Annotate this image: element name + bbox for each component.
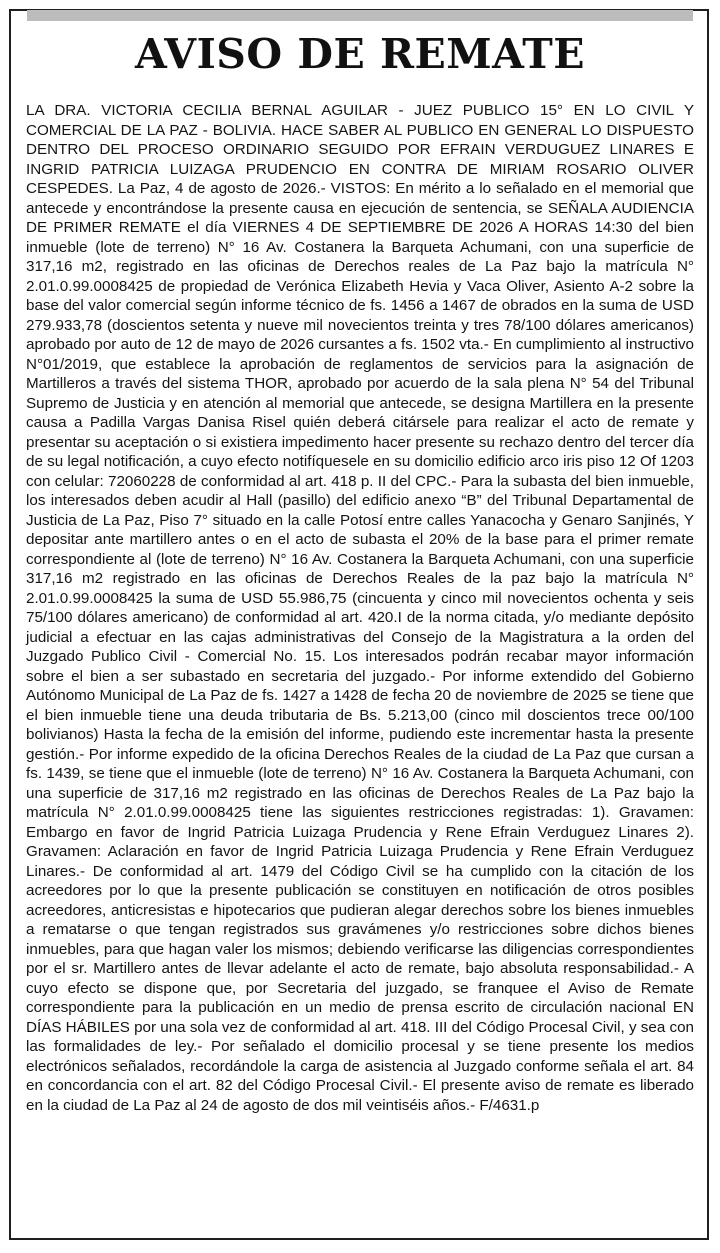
notice-body: LA DRA. VICTORIA CECILIA BERNAL AGUILAR - JUEZ PUBLICO 15° EN LO CIVIL Y COMERCIAL DE LA PAZ - BOLIVIA. HACE SABER AL PUBLICO EN GENERAL LO DISPUESTO DENTRO DEL PROCESO ORDINARIO SEGUIDO POR EFRAIN VERDUGUEZ LINARES E INGRID PATRICIA LUIZAGA PRUDENCIO EN CONTRA DE MIRIAM ROSARIO OLIVER CESPEDES. La Paz, 4 de agosto de 2026.- VISTOS: En mérito a lo señalado en el memorial que antecede y encontrándose la presente causa en ejecución de sentencia, se SEÑALA AUDIENCIA DE PRIMER REMATE el día VIERNES 4 DE SEPTIEMBRE DE 2026 A HORAS 14:30 del bien inmueble (lote de terreno) N° 16 Av. Costanera la Barqueta Achumani, con una superficie de 317,16 m2, registrado en las oficinas de Derechos reales de La Paz bajo la matrícula N° 2.01.0.99.0008425 de propiedad de Verónica Elizabeth Hevia y Vaca Oliver, Asiento A-2 sobre la base del valor comercial según informe técnico de fs. 1456 a 1467 de obrados en la suma de USD 279.933,78 (doscientos setenta y nueve mil novecientos treinta y tres 78/100 dólares americanos) aprobado por auto de 12 de mayo de 2026 cursantes a fs. 1502 vta.- En cumplimiento al instructivo N°01/2019, que establece la aprobación de reglamentos de servicios para la asignación de Martilleros a través del sistema THOR, aprobado por acuerdo de la sala plena N° 54 del Tribunal Supremo de Justicia y en atención al memorial que antecede, se designa Martillera en la presente causa a Padilla Vargas Danisa Risel quién deberá citársele para realizar el acto de remate y presentar su aceptación o si existiera impedimento hacer presente su rechazo dentro del tercer día de su legal notificación, a cuyo efecto notifíquesele en su domicilio edificio arco iris piso 12 Of 1203 con celular: 72060228 de conformidad al art. 418 p. II del CPC.- Para la subasta del bien inmueble, los interesados deben acudir al Hall (pasillo) del edificio anexo “B” del Tribunal Departamental de Justicia de La Paz, Piso 7° situado en la calle Potosí entre calles Yanacocha y Genaro Sanjinés, Y depositar ante martillero antes o en el acto de subasta el 20% de la base para el primer remate correspondiente al (lote de terreno) N° 16 Av. Costanera la Barqueta Achumani, con una superficie 317,16 m2 registrado en las oficinas de Derechos Reales de la paz bajo la matrícula N° 2.01.0.99.0008425 la suma de USD 55.986,75 (cincuenta y cinco mil novecientos ochenta y seis 75/100 dólares americano) de conformidad al art. 420.I de la norma citada, y/o mediante depósito judicial a efectuar en las cajas administrativas del Consejo de la Magistratura a la orden del Juzgado Publico Civil - Comercial No. 15. Los interesados podrán recabar mayor información sobre el bien a ser subastado en secretaria del juzgado.- Por informe extendido del Gobierno Autónomo Municipal de La Paz de fs. 1427 a 1428 de fecha 20 de noviembre de 2025 se tiene que el bien inmueble tiene una deuda tributaria de Bs. 5.213,00 (cinco mil doscientos trece 00/100 bolivianos) Hasta la fecha de la emisión del informe, pudiendo este incrementar hasta la presente gestión.- Por informe expedido de la oficina Derechos Reales de la ciudad de La Paz que cursan a fs. 1439, se tiene que el inmueble (lote de terreno) N° 16 Av. Costanera la Barqueta Achumani, con una superficie de 317,16 m2 registrado en las oficinas de Derechos Reales de La Paz bajo la matrícula N° 2.01.0.99.0008425 tiene las siguientes restricciones registradas: 1). Gravamen: Embargo en favor de Ingrid Patricia Luizaga Prudencia y Rene Efrain Verduguez Linares 2). Gravamen: Aclaración en favor de Ingrid Patricia Luizaga Prudencia y Rene Efrain Verduguez Linares.- De conformidad al art. 1479 del Código Civil se ha cumplido con la citación de los acreedores por lo que la presente publicación se constituyen en notificación de otros posibles acreedores, anticresistas e hipotecarios que pudieran alegar derechos sobre los bienes inmuebles a rematarse o que tengan registrados sus gravámenes y/o restricciones sobre dichos bienes inmuebles, para que hagan valer los mismos; debiendo verificarse las diligencias correspondientes por el sr. Martillero antes de llevar adelante el acto de remate, bajo absoluta responsabilidad.- A cuyo efecto se dispone que, por Secretaria del juzgado, se franquee el Aviso de Remate correspondiente para la publicación en un medio de prensa escrito de circulación nacional EN DÍAS HÁBILES por una sola vez de conformidad al art. 418. III del Código Procesal Civil, y sea con las formalidades de ley.- Por señalado el domicilio procesal y se tiene presente los medios electrónicos señalados, recordándole la carga de asistencia al Juzgado conforme señala el art. 84 en concordancia con el art. 82 del Código Procesal Civil.- El presente aviso de remate es liberado en la ciudad de La Paz al 24 de agosto de dos mil veintiséis años.- F/4631.p bbox=[26, 102, 694, 1114]
notice-title: AVISO DE REMATE bbox=[134, 30, 586, 78]
header-bar bbox=[27, 10, 693, 21]
